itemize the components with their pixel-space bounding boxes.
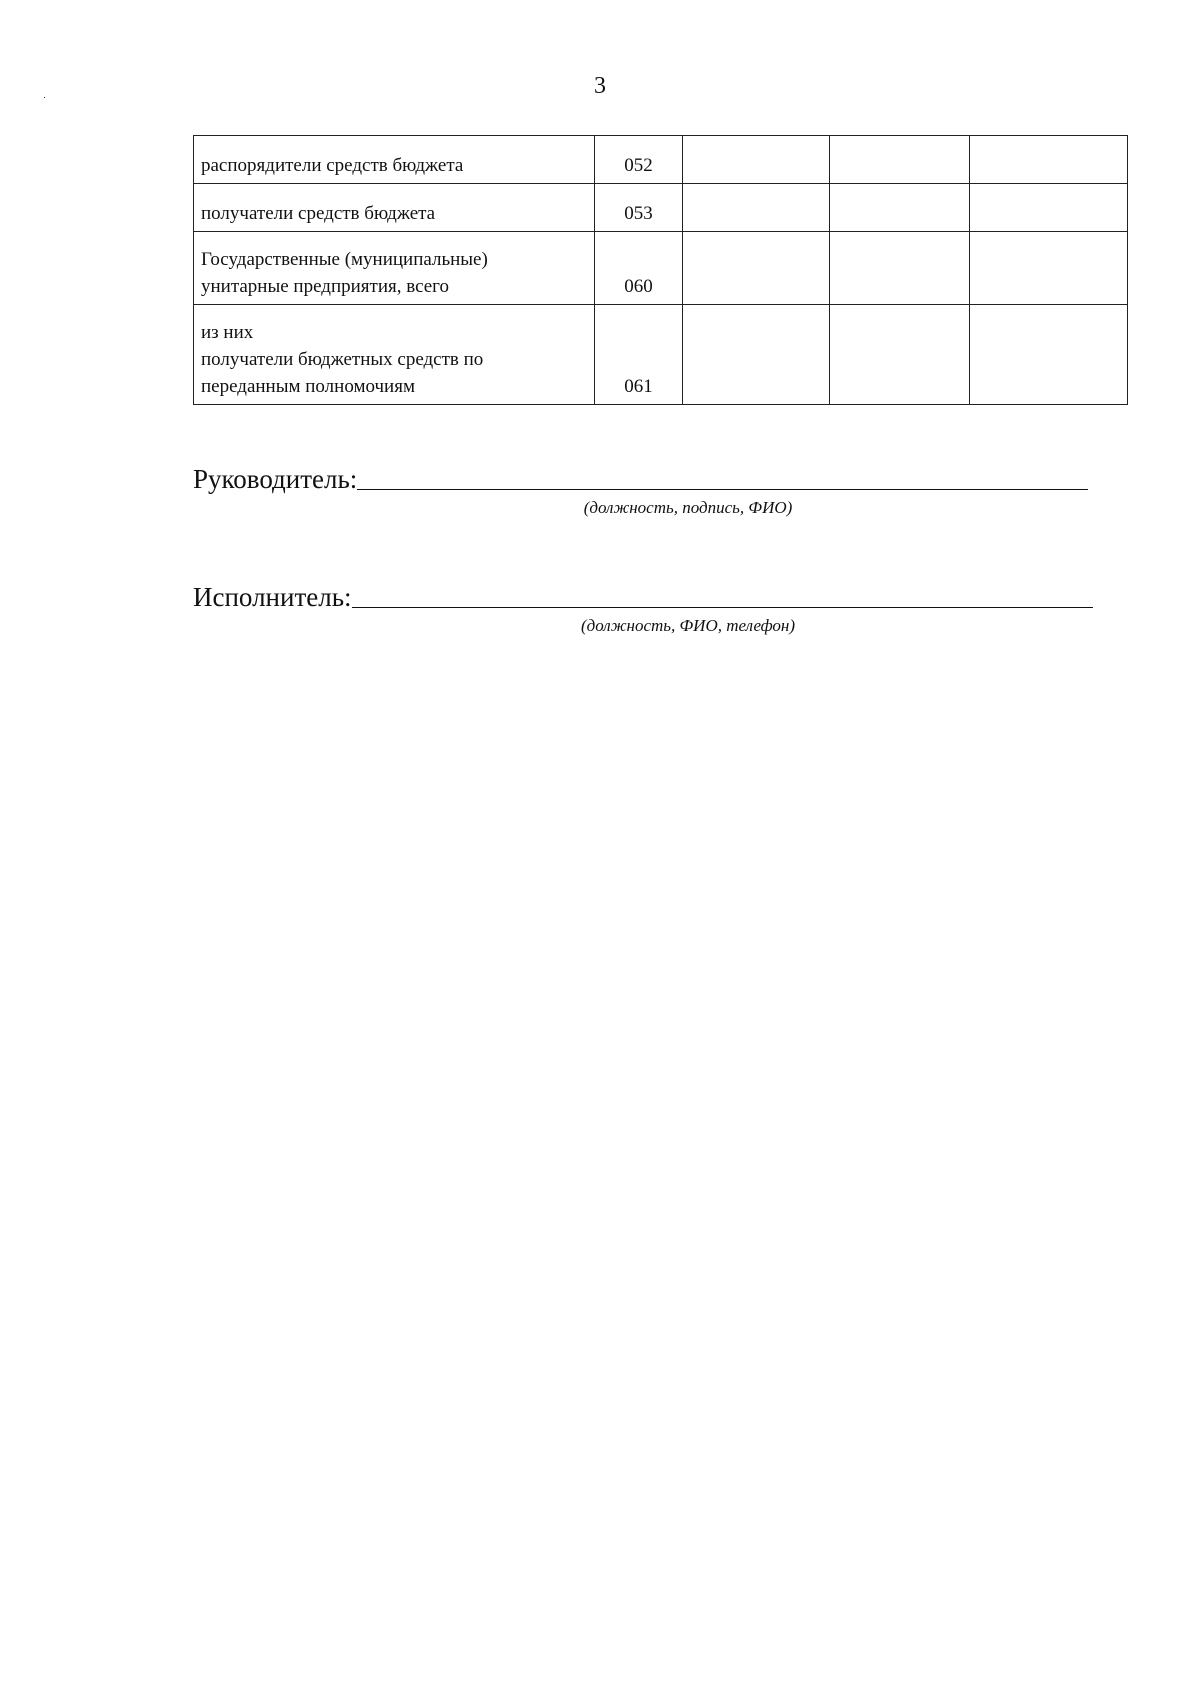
row-name-line: получатели средств бюджета	[201, 203, 436, 224]
row-name-line: из них	[201, 322, 254, 343]
head-signature-hint: (должность, подпись, ФИО)	[583, 498, 793, 517]
row-code-cell: 052	[595, 136, 683, 184]
value-cell[interactable]	[970, 305, 1128, 405]
executor-signature-label: Исполнитель:	[193, 582, 352, 612]
table-row	[194, 184, 1128, 232]
executor-signature-line[interactable]	[352, 607, 1093, 608]
value-cell[interactable]	[683, 136, 830, 184]
report-table	[193, 135, 1128, 405]
value-cell[interactable]	[683, 184, 830, 232]
page-number: 3	[594, 73, 606, 99]
executor-signature-row	[193, 584, 1093, 611]
row-code-cell: 061	[595, 305, 683, 405]
executor-signature-block	[193, 584, 1093, 634]
row-name-line: унитарные предприятия, всего	[201, 276, 450, 297]
table-row	[194, 136, 1128, 184]
row-name-line: переданным полномочиям	[201, 376, 415, 397]
row-name-cell	[194, 305, 595, 405]
row-name-cell	[194, 184, 595, 232]
value-cell[interactable]	[970, 232, 1128, 305]
row-name-line: получатели бюджетных средств по	[201, 349, 484, 370]
head-signature-block	[193, 466, 1093, 516]
value-cell[interactable]	[830, 305, 970, 405]
row-code-cell: 060	[595, 232, 683, 305]
head-signature-row	[193, 466, 1093, 493]
row-name-line: распорядители средств бюджета	[201, 155, 464, 176]
table-row	[194, 232, 1128, 305]
table-row	[194, 305, 1128, 405]
executor-signature-hint: (должность, ФИО, телефон)	[580, 616, 796, 635]
row-name-cell	[194, 232, 595, 305]
row-code-cell: 053	[595, 184, 683, 232]
value-cell[interactable]	[970, 136, 1128, 184]
scan-artifact-dot	[44, 97, 45, 98]
row-name-line: Государственные (муниципальные)	[201, 249, 488, 270]
value-cell[interactable]	[970, 184, 1128, 232]
row-name-cell	[194, 136, 595, 184]
head-signature-line[interactable]	[357, 489, 1088, 490]
value-cell[interactable]	[830, 136, 970, 184]
head-signature-label: Руководитель:	[193, 464, 358, 494]
value-cell[interactable]	[830, 232, 970, 305]
value-cell[interactable]	[830, 184, 970, 232]
value-cell[interactable]	[683, 232, 830, 305]
value-cell[interactable]	[683, 305, 830, 405]
